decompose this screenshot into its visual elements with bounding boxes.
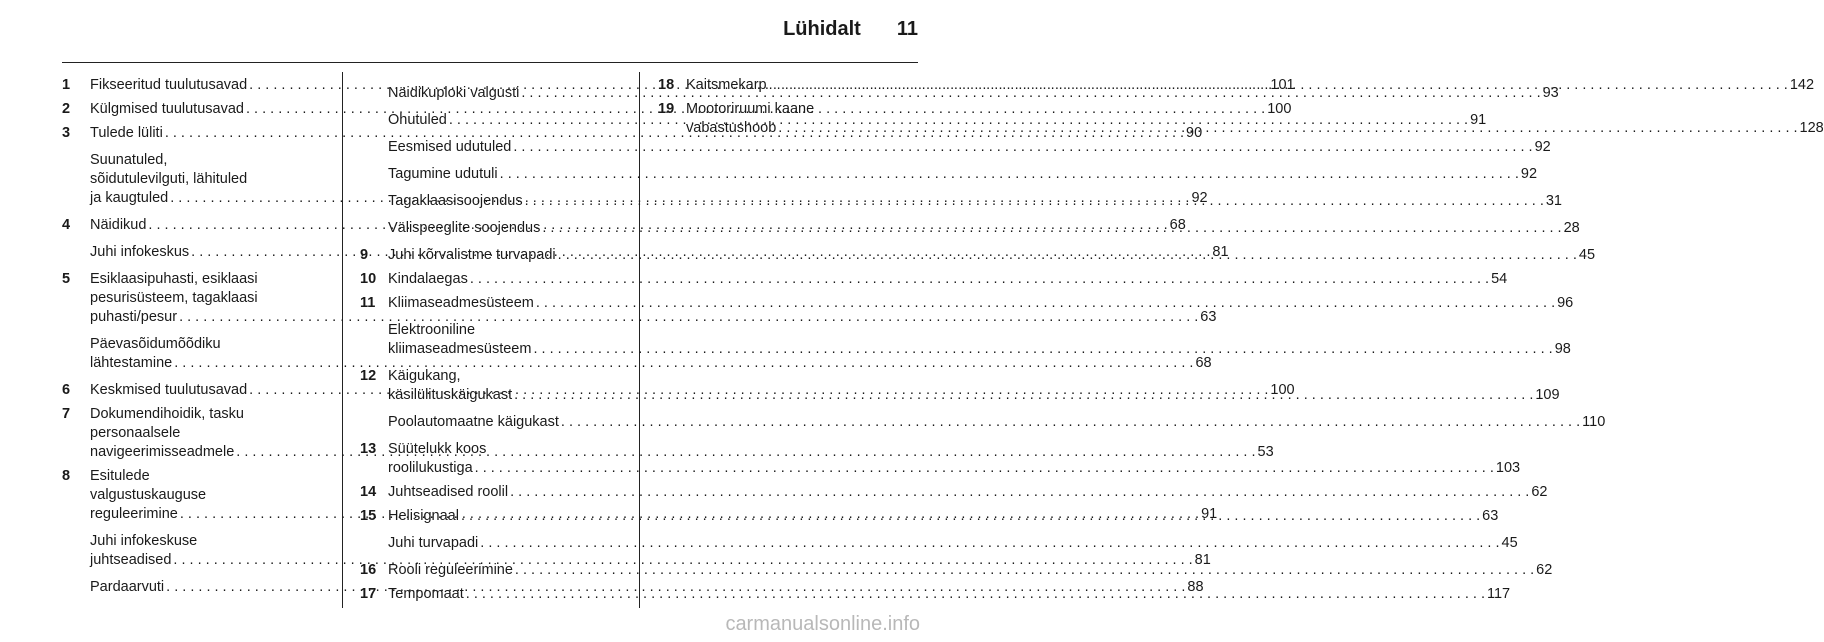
entry-number: 16 [360, 562, 377, 578]
entry-body [388, 246, 1595, 265]
entry-page-number: 100 [1267, 101, 1292, 117]
entry-text: Tagaklaasisoojendus [388, 193, 523, 209]
entry-body [388, 585, 1510, 604]
dot-leader [480, 534, 1499, 553]
entry-number [360, 138, 388, 157]
entry-number: 6 [62, 382, 71, 398]
entry-page-number: 92 [1191, 190, 1208, 206]
entry-page-number: 96 [1557, 295, 1574, 311]
entry-text: Näidikuploki valgusti [388, 85, 520, 101]
entry-last-line [388, 413, 1605, 432]
dot-leader [470, 270, 1489, 289]
entry-page-number: 54 [1491, 271, 1508, 287]
dot-leader [500, 165, 1519, 184]
entry-text: Keskmised tuulutusavad [90, 382, 248, 398]
entry-number: 13 [360, 441, 377, 457]
entry-number [360, 413, 388, 432]
entry-text: Helisignaal [388, 508, 459, 524]
entry-last-line [388, 270, 1507, 289]
entry-page-number: 63 [1482, 508, 1499, 524]
entry-page-number: 93 [1542, 85, 1559, 101]
index-entry[interactable] [360, 561, 1553, 580]
entry-text: Külgmised tuulutusavad [90, 101, 244, 117]
entry-number: 1 [62, 77, 71, 93]
entry-page-number: 91 [1201, 506, 1218, 522]
dot-leader [561, 413, 1580, 432]
entry-page-number: 45 [1501, 535, 1518, 551]
index-entry[interactable] [360, 534, 1518, 553]
entry-body [388, 294, 1573, 313]
entry-page-number: 68 [1169, 217, 1186, 233]
entry-body [686, 76, 1814, 95]
dot-leader [536, 294, 1555, 313]
dot-leader [510, 483, 1529, 502]
dot-leader [533, 340, 1552, 359]
entry-number: 3 [62, 125, 71, 141]
entry-text: Poolautomaatne käigukast [388, 414, 559, 430]
entry-text: personaalsele [90, 425, 181, 441]
index-entry[interactable] [360, 138, 1551, 157]
entry-page-number: 91 [1470, 112, 1487, 128]
entry-body [388, 507, 1498, 526]
index-entry[interactable] [360, 413, 1606, 432]
entry-number: 9 [360, 247, 369, 263]
entry-text: Välispeeglite soojendus [388, 220, 541, 236]
dot-leader [542, 219, 1561, 238]
entry-body [388, 367, 1560, 405]
entry-number [360, 111, 388, 130]
entry-text: Süütelukk koos [388, 441, 487, 457]
dot-leader [466, 585, 1485, 604]
entry-number: 2 [62, 101, 71, 117]
entry-body [388, 561, 1552, 580]
entry-page-number: 90 [1186, 125, 1203, 141]
entry-number [62, 151, 90, 208]
entry-body [388, 440, 1520, 478]
entry-number: 14 [360, 484, 377, 500]
entry-number [62, 532, 90, 570]
entry-text: Fikseeritud tuulutusavad [90, 77, 248, 93]
index-entry[interactable] [360, 483, 1548, 502]
entry-page-number: 101 [1270, 77, 1295, 93]
entry-text: Elektrooniline [388, 322, 476, 338]
entry-page-number: 88 [1187, 579, 1204, 595]
index-entry[interactable] [360, 165, 1538, 184]
entry-page-number: 98 [1554, 341, 1571, 357]
page-number: 11 [896, 18, 918, 40]
entry-number [360, 321, 388, 359]
entry-last-line [388, 340, 1571, 359]
entry-text: Tagumine udutuli [388, 166, 498, 182]
entry-last-line [388, 192, 1562, 211]
index-entry[interactable] [360, 321, 1571, 359]
entry-text: Tempomaat [388, 586, 464, 602]
entry-text: navigeerimisseadmele [90, 444, 235, 460]
entry-body [388, 219, 1580, 238]
entry-number: 17 [360, 586, 377, 602]
entry-number [360, 165, 388, 184]
entry-text: ja kaugtuled [90, 190, 169, 206]
entry-text: juhtseadised [90, 552, 172, 568]
entry-last-line [686, 119, 1824, 138]
entry-text: Juhi infokeskuse [90, 533, 198, 549]
entry-text: Juhi infokeskus [90, 244, 190, 260]
dot-leader [778, 119, 1797, 138]
entry-page-number: 109 [1535, 387, 1560, 403]
header-rule [62, 62, 918, 63]
entry-last-line [388, 585, 1510, 604]
entry-text: valgustuskauguse [90, 487, 207, 503]
entry-number [62, 243, 90, 262]
entry-text: Esitulede [90, 468, 150, 484]
entry-text: Juhi turvapadi [388, 535, 479, 551]
dot-leader [515, 561, 1534, 580]
entry-page-number: 81 [1212, 244, 1229, 260]
entry-text: Tulede lüliti [90, 125, 163, 141]
entry-text: Eesmised udutuled [388, 139, 512, 155]
entry-body [388, 413, 1605, 432]
entry-number [62, 335, 90, 373]
entry-number: 7 [62, 406, 71, 422]
entry-body [388, 270, 1507, 289]
entry-page-number: 45 [1578, 247, 1596, 263]
entry-text: käsilülituskäigukast [388, 387, 513, 403]
entry-last-line [388, 507, 1498, 526]
entry-text: Esiklaasipuhasti, esiklaasi [90, 271, 258, 287]
dot-leader [769, 76, 1788, 95]
entry-last-line [388, 534, 1518, 553]
entry-text: Käigukang, [388, 368, 461, 384]
entry-text: Dokumendihoidik, tasku [90, 406, 244, 422]
entry-number: 11 [360, 295, 376, 311]
entry-page-number: 110 [1582, 414, 1606, 430]
entry-last-line [686, 76, 1814, 95]
entry-body [388, 534, 1518, 553]
dot-leader [475, 459, 1494, 478]
entry-last-line [388, 459, 1520, 478]
section-title: Lühidalt [783, 18, 861, 40]
entry-page-number: 128 [1799, 120, 1824, 136]
entry-page-number: 117 [1487, 586, 1511, 602]
entry-body [388, 138, 1551, 157]
entry-number: 15 [360, 508, 377, 524]
dot-leader [461, 507, 1480, 526]
entry-body [388, 165, 1537, 184]
entry-page-number: 62 [1531, 484, 1548, 500]
entry-text: Näidikud [90, 217, 147, 233]
entry-number [360, 192, 388, 211]
entry-number: 12 [360, 368, 377, 384]
dot-leader [514, 386, 1533, 405]
entry-text: Suunatuled, [90, 152, 168, 168]
entry-page-number: 53 [1257, 444, 1274, 460]
entry-text: Kliimaseadmesüsteem [388, 295, 534, 311]
entry-number: 5 [62, 271, 71, 287]
entry-number: 18 [658, 77, 675, 93]
entry-number: 10 [360, 271, 377, 287]
index-entry[interactable] [360, 270, 1508, 289]
entry-body [388, 321, 1571, 359]
entry-page-number: 62 [1536, 562, 1553, 578]
entry-text: puhasti/pesur [90, 309, 178, 325]
entry-text: reguleerimine [90, 506, 178, 522]
dot-leader [525, 192, 1544, 211]
entry-page-number: 92 [1520, 166, 1538, 182]
entry-last-line [388, 219, 1580, 238]
entry-last-line [388, 483, 1547, 502]
page-header [783, 18, 918, 41]
entry-text: roolilukustiga [388, 460, 473, 476]
entry-text: Juhtseadised roolil [388, 484, 509, 500]
index-entry[interactable] [360, 294, 1574, 313]
entry-page-number: 31 [1545, 193, 1562, 209]
entry-last-line [388, 138, 1551, 157]
entry-page-number: 68 [1195, 355, 1212, 371]
entry-text: Ohutuled [388, 112, 447, 128]
entry-text: Kindalaegas [388, 271, 468, 287]
entry-page-number: 142 [1789, 77, 1815, 93]
dot-leader [558, 246, 1577, 265]
entry-text: Rooli reguleerimine [388, 562, 513, 578]
entry-text: Päevasõidumõõdiku [90, 336, 221, 352]
entry-text: pesurisüsteem, tagaklaasi [90, 290, 258, 306]
entry-body [686, 100, 1824, 138]
entry-text: vabastushoob [686, 120, 777, 136]
entry-page-number: 28 [1563, 220, 1580, 236]
entry-text: sõidutulevilguti, lähituled [90, 171, 248, 187]
entry-number: 19 [658, 101, 675, 117]
entry-last-line [388, 561, 1552, 580]
entry-text: Juhi kõrvalistme turvapadi [388, 247, 556, 263]
watermark: carmanualsonline.info [725, 613, 920, 635]
entry-page-number: 63 [1200, 309, 1217, 325]
entry-last-line [388, 294, 1573, 313]
entry-page-number: 92 [1534, 139, 1551, 155]
entry-body [388, 483, 1547, 502]
entry-text: lähtestamine [90, 355, 173, 371]
entry-last-line [388, 386, 1560, 405]
entry-number [360, 219, 388, 238]
entry-text: Pardaarvuti [90, 579, 165, 595]
entry-text: Kaitsmekarp [686, 77, 767, 93]
entry-text: kliimaseadmesüsteem [388, 341, 532, 357]
entry-page-number: 81 [1194, 552, 1211, 568]
entry-number [360, 84, 388, 103]
entry-number: 4 [62, 217, 71, 233]
entry-number: 8 [62, 468, 71, 484]
entry-page-number: 103 [1495, 460, 1521, 476]
entry-last-line [388, 246, 1595, 265]
entry-number [360, 534, 388, 553]
entry-number [62, 578, 90, 597]
entry-last-line [388, 165, 1537, 184]
entry-text: Mootoriruumi kaane [686, 101, 815, 117]
entry-page-number: 100 [1270, 382, 1295, 398]
entry-body [388, 192, 1562, 211]
